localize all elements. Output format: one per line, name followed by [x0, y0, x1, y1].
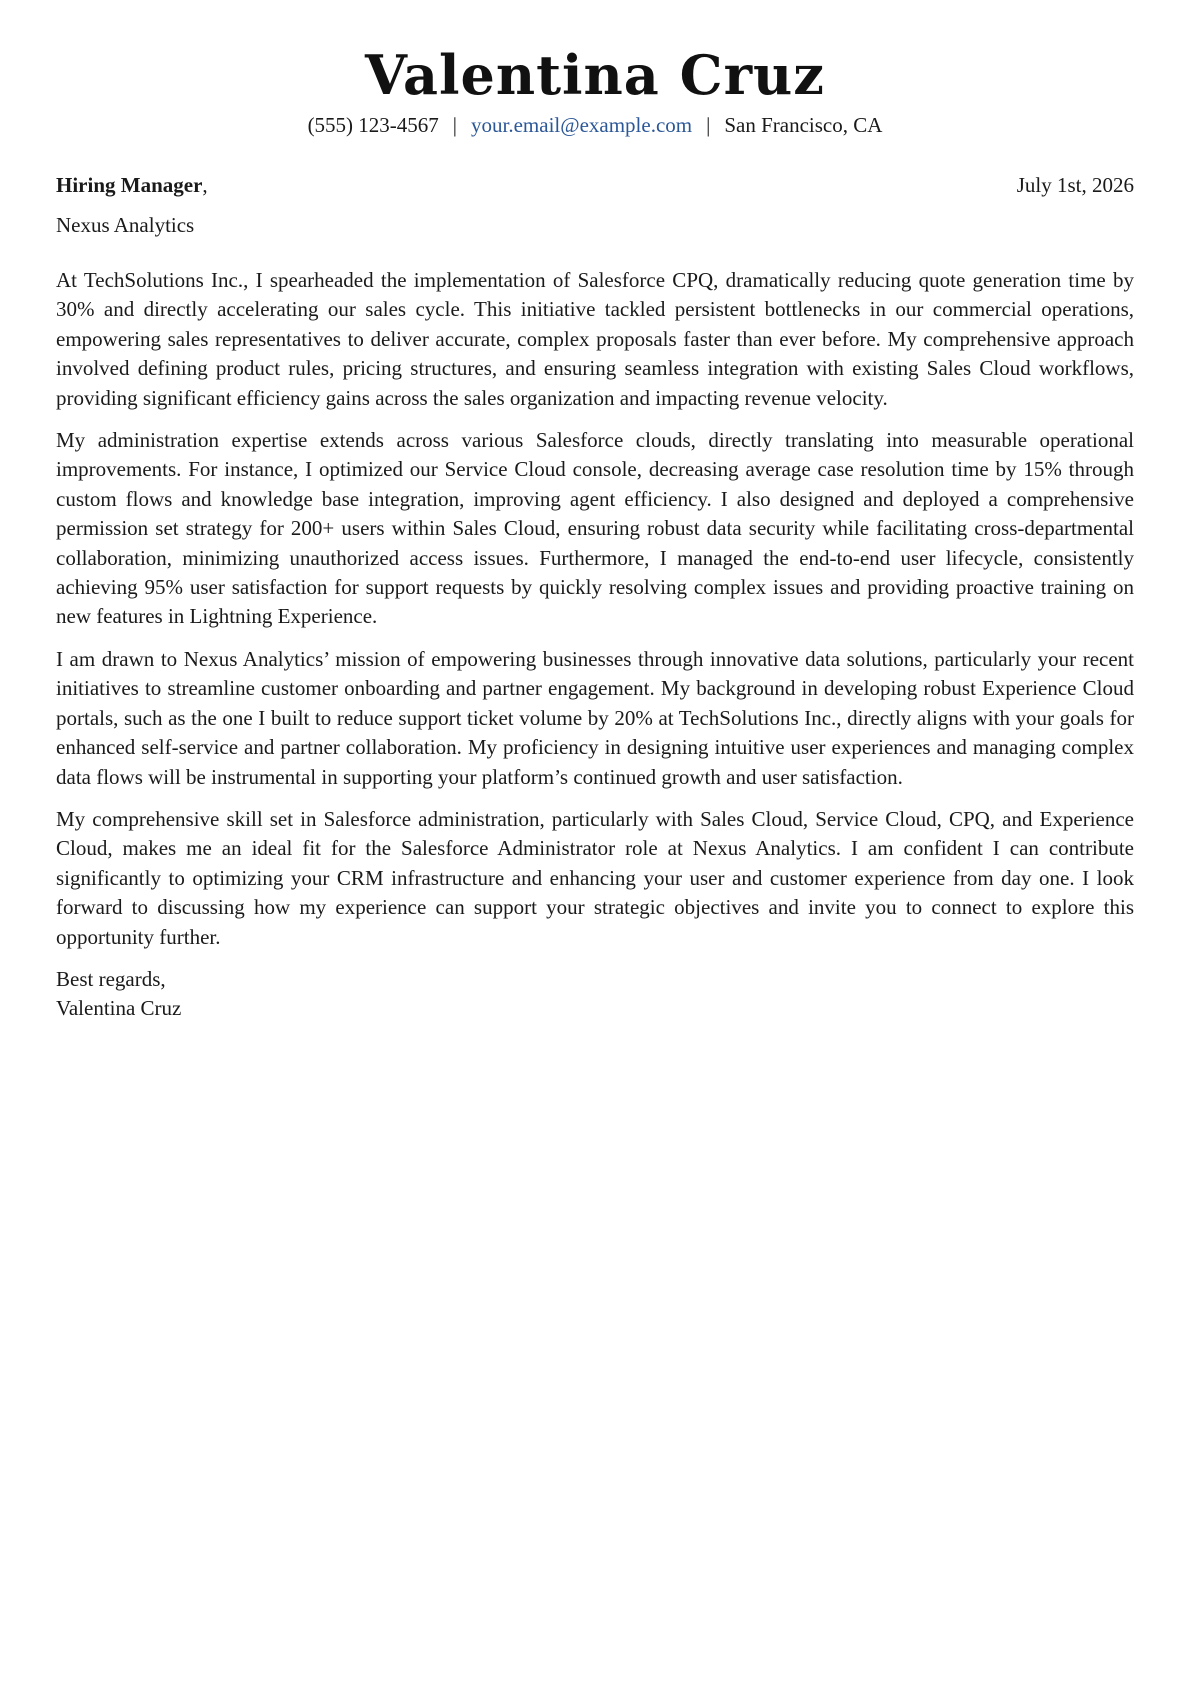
body-paragraph: I am drawn to Nexus Analytics’ mission of empowering businesses through innovative data solutions, particularly your recent initiatives to streamline customer onboarding and partner engagement. My background in developing robust Experience Cloud portals, such as the one I built to reduce support ticket volume by 20% at TechSolutions Inc., directly aligns with your goals for enhanced self-service and partner collaboration. My proficiency in designing intuitive user experiences and managing complex data flows will be instrumental in supporting your platform’s continued growth and user satisfaction. — [56, 646, 1134, 789]
signature-name: Valentina Cruz — [56, 996, 182, 1021]
letter-closing — [56, 965, 1134, 1024]
contact-line — [56, 108, 1134, 142]
phone-number: (555) 123-4567 — [307, 113, 439, 137]
recipient-name: Hiring Manager — [56, 173, 203, 197]
applicant-name: Valentina Cruz — [365, 43, 825, 107]
recipient-greeting — [56, 170, 208, 200]
email-link[interactable]: your.email@example.com — [471, 113, 693, 137]
body-paragraph: At TechSolutions Inc., I spearheaded the implementation of Salesforce CPQ, dramatically reducing quote generation time by 30% and directly accelerating our sales cycle. This initiative tackled persistent bottlenecks in our commercial operations, empowering sales representatives to deliver accurate, complex proposals faster than ever before. My comprehensive approach involved defining product rules, pricing structures, and ensuring seamless integration with existing Sales Cloud workflows, providing significant efficiency gains across the sales organization and impacting revenue velocity. — [56, 268, 1134, 410]
body-paragraph: My administration expertise extends across various Salesforce clouds, directly translating into measurable operational improvements. For instance, I optimized our Service Cloud console, decreasing average case resolution time by 15% through custom flows and knowledge base integration, improving agent efficiency. I also designed and deployed a comprehensive permission set strategy for 200+ users within Sales Cloud, ensuring robust data security while facilitating cross-departmental collaboration, minimizing unauthorized access issues. Furthermore, I managed the end-to-end user lifecycle, consistently achieving 95% user satisfaction for support requests by quickly resolving complex issues and providing proactive training on new features in Lightning Experience. — [56, 428, 1134, 629]
closing-salutation: Best regards, — [56, 966, 166, 991]
recipient-row — [56, 170, 1134, 200]
separator: | — [452, 113, 458, 137]
letter-date: July 1st, 2026 — [1016, 173, 1134, 197]
location: San Francisco, CA — [724, 113, 883, 137]
body-paragraph: My comprehensive skill set in Salesforce administration, particularly with Sales Cloud, Service Cloud, CPQ, and Experience Cloud, makes me an ideal fit for the Salesforce Administrator role at Nexus Analytics. I am confident I can contribute significantly to optimizing your CRM infrastructure and enhancing your user and customer experience from day one. I look forward to discussing how my experience can support your strategic objectives and invite you to connect to explore this opportunity further. — [56, 806, 1134, 949]
recipient-name-suffix: , — [202, 173, 208, 197]
letter-body — [56, 266, 1134, 952]
recipient-company: Nexus Analytics — [56, 213, 195, 237]
separator: | — [706, 113, 711, 137]
